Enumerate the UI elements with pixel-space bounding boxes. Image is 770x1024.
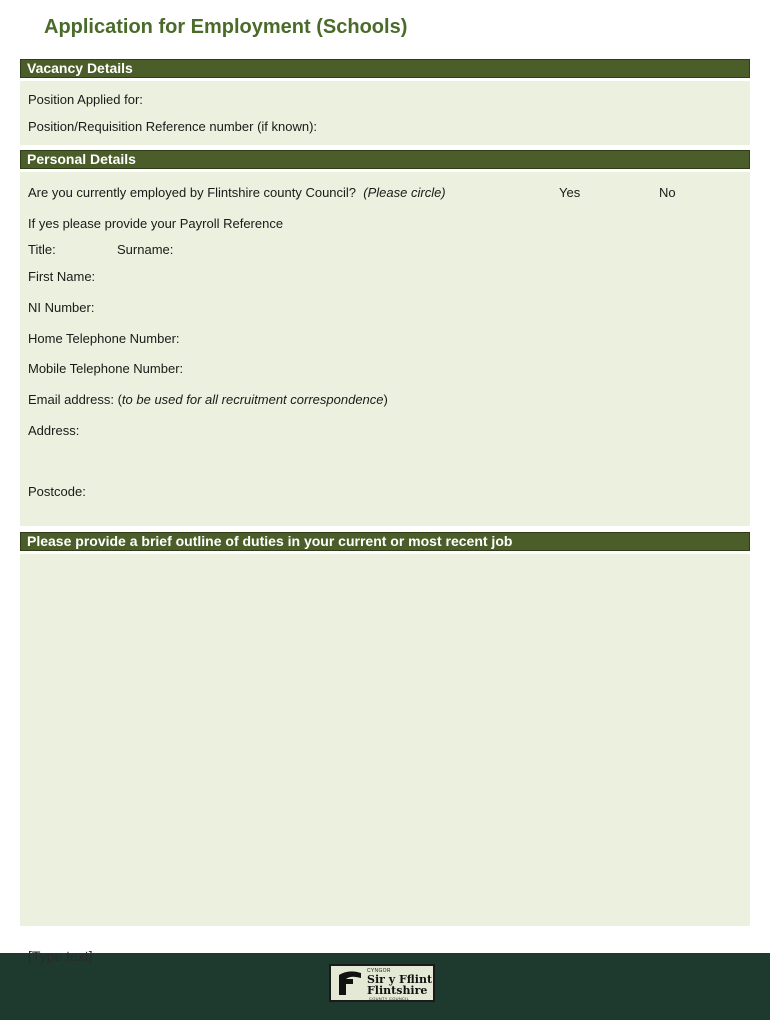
- home-telephone-label: Home Telephone Number:: [28, 331, 180, 346]
- duties-header: Please provide a brief outline of duties in your current or most recent job: [20, 532, 750, 551]
- vacancy-details-header: Vacancy Details: [20, 59, 750, 78]
- personal-details-panel: [20, 172, 750, 526]
- please-circle-note: (Please circle): [363, 185, 446, 200]
- employed-question-text: Are you currently employed by Flintshire county Council?: [28, 185, 357, 200]
- postcode-label: Postcode:: [28, 484, 86, 499]
- logo-small-top: CYNGOR: [367, 968, 391, 974]
- logo-small-bottom: COUNTY COUNCIL: [369, 996, 410, 1001]
- surname-label: Surname:: [117, 242, 174, 257]
- page-title: Application for Employment (Schools): [44, 16, 408, 38]
- no-option[interactable]: No: [659, 185, 676, 200]
- ni-number-label: NI Number:: [28, 300, 95, 315]
- flintshire-emblem-icon: [335, 969, 363, 997]
- reference-number-label: Position/Requisition Reference number (if known):: [28, 119, 318, 134]
- mobile-telephone-label: Mobile Telephone Number:: [28, 361, 184, 376]
- logo-line-english: Flintshire: [367, 984, 428, 997]
- personal-details-header: Personal Details: [20, 150, 750, 169]
- position-applied-label: Position Applied for:: [28, 92, 143, 107]
- logo-line-welsh: Sir y Fflint: [367, 973, 433, 986]
- flintshire-logo: [329, 964, 435, 1002]
- yes-option[interactable]: Yes: [559, 185, 581, 200]
- title-label: Title:: [28, 242, 56, 257]
- vacancy-details-panel: [20, 81, 750, 145]
- email-address-label: [28, 392, 388, 407]
- address-label: Address:: [28, 423, 80, 438]
- email-label-text: Email address: (: [28, 392, 122, 407]
- employed-question-label: [28, 185, 446, 200]
- first-name-label: First Name:: [28, 269, 96, 284]
- duties-text-area[interactable]: [20, 554, 750, 926]
- email-note: to be used for all recruitment correspondence: [121, 392, 384, 407]
- footer-type-text: [Type text]: [28, 948, 93, 964]
- email-label-close: ): [383, 392, 388, 407]
- payroll-reference-label: If yes please provide your Payroll Reference: [28, 216, 284, 231]
